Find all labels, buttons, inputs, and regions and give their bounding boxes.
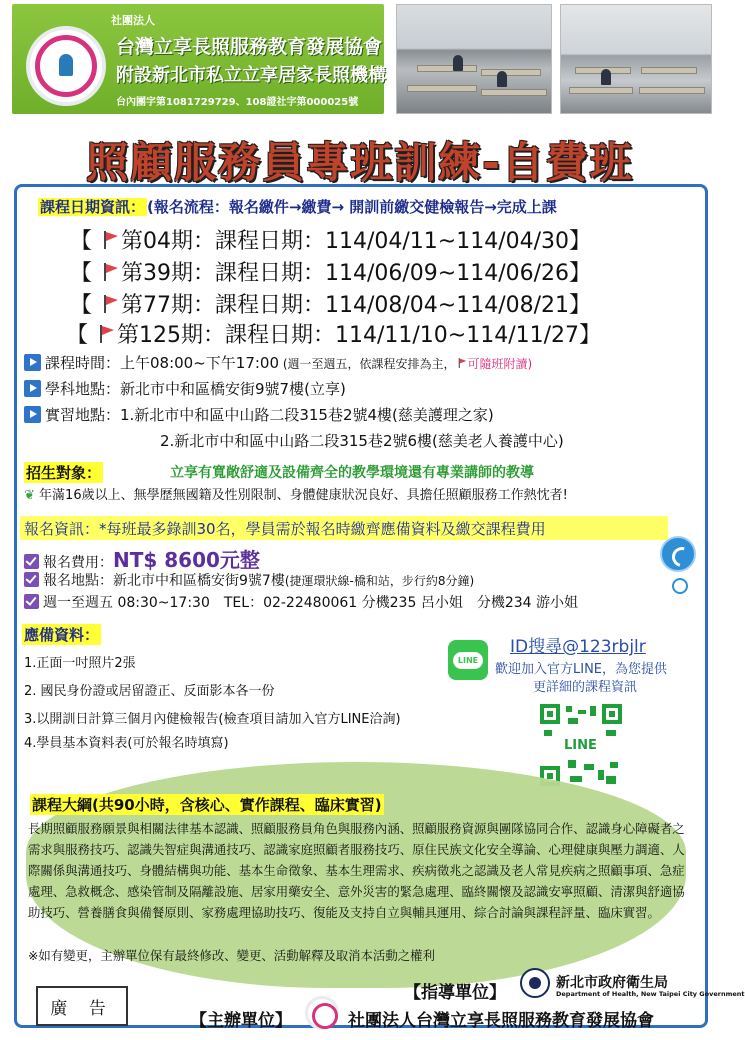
session-text: 【 第77期：課程日期：114/08/04~114/08/21】 xyxy=(70,293,592,318)
audit-note: 可隨班附讀) xyxy=(467,357,533,371)
checkbox-icon xyxy=(24,572,39,587)
org-subsidiary: 附設新北市私立立享居家長照機構 xyxy=(116,65,386,86)
red-flag-icon xyxy=(99,293,121,315)
red-flag-icon xyxy=(99,261,121,283)
government-emblem-icon xyxy=(520,968,550,998)
play-arrow-icon xyxy=(24,406,41,423)
enroll-slogan: 立享有寬敞舒適及設備齊全的教學環境還有專業講師的教導 xyxy=(170,465,534,481)
host-name: 社團法人台灣立享長照服務教育發展協會 xyxy=(348,1011,654,1031)
requirement-item: 1.正面一吋照片2張 xyxy=(24,656,136,671)
session-text: 【 第04期：課程日期：114/04/11~114/04/30】 xyxy=(70,229,592,254)
line-badge-text: LINE xyxy=(453,652,483,669)
practice-location-text-1: 實習地點：1.新北市中和區中山路二段315巷2號4樓(慈美護理之家) xyxy=(45,406,494,424)
registration-place xyxy=(24,570,474,590)
requirements-label: 應備資料： xyxy=(24,626,100,644)
registration-contact xyxy=(24,592,578,612)
fee-value: NT$ 8600元整 xyxy=(113,548,260,572)
play-arrow-icon xyxy=(24,380,41,397)
enroll-criteria-text: 年滿16歲以上、無學歷無國籍及性別限制、身體健康狀況良好、具擔任照顧服務工作熱忱者! xyxy=(39,488,568,503)
government-name: 新北市政府衛生局 xyxy=(556,975,668,991)
phone-ring-icon xyxy=(672,578,688,594)
org-registration: 台內團字第1081729729、108證社字第000025號 xyxy=(116,97,359,108)
organization-banner xyxy=(12,4,384,114)
host-logo-icon xyxy=(305,996,339,1030)
host-unit-label: 【主辦單位】 xyxy=(190,1011,292,1031)
outline-note: ※如有變更，主辦單位保有最終修改、變更、活動解釋及取消本活動之權利 xyxy=(28,948,435,963)
red-flag-icon xyxy=(95,323,117,345)
line-qr-code[interactable] xyxy=(540,704,622,786)
leaf-icon: ❦ xyxy=(24,488,35,503)
course-time-note: (週一至週五，依課程安排為主， xyxy=(279,357,456,371)
org-name: 台灣立享長照服務教育發展協會 xyxy=(116,36,383,58)
red-flag-icon xyxy=(99,229,121,251)
session-row xyxy=(70,256,591,287)
registration-fee xyxy=(24,544,260,573)
org-type: 社團法人 xyxy=(111,14,155,27)
class-location xyxy=(24,378,346,399)
government-english-name: Department of Health, New Taipei City Government xyxy=(556,990,745,998)
session-row xyxy=(70,224,591,255)
qr-line-label: LINE xyxy=(564,738,597,753)
tlsa-logo xyxy=(26,26,106,106)
outline-text: 長期照顧服務願景與相關法律基本認識、照顧服務員角色與服務內涵、照顧服務資源與團隊協同合作、認識身心障礙者之需求與服務技巧、認識失智症與溝通技巧、認識家庭照顧者服務技巧、原住民族文化安全導論、心理健康與壓力調適、人際關係與溝通技巧、身體結構與功能、基本生命徵象、基本生理需求、疾病徵兆之認識及老人常見疾病之照顧事項、急症處理、急救概念、感染管制及隔離設施、居家用藥安全、意外災害的緊急處理、臨終關懷及認識安寧照顧、清潔與舒適協助技巧、營養膳食與備餐原則、家務處理協助技巧、復能及支持自立與輔具運用、綜合討論與課程評量、臨床實習。 xyxy=(28,821,685,920)
class-location-text: 學科地點：新北市中和區橋安街9號7樓(立享) xyxy=(45,380,346,398)
practice-location-text-2: 2.新北市中和區中山路二段315巷2號6樓(慈美老人養護中心) xyxy=(160,432,564,450)
session-row xyxy=(70,288,591,319)
checkbox-icon xyxy=(24,554,39,569)
play-arrow-icon xyxy=(24,354,41,371)
course-time xyxy=(24,352,532,373)
guide-unit-label: 【指導單位】 xyxy=(404,983,506,1003)
session-text: 【 第39期：課程日期：114/06/09~114/06/26】 xyxy=(70,261,592,286)
logo-person-icon xyxy=(35,35,97,97)
enroll-criteria xyxy=(24,484,568,503)
outline-title: 課程大綱(共90小時，含核心、實作課程、臨床實習) xyxy=(32,796,382,814)
line-icon[interactable] xyxy=(448,640,488,680)
enroll-label: 招生對象： xyxy=(26,464,102,482)
registration-bar-text: 報名資訊：*每班最多錄訓30名，學員需於報名時繳齊應備資料及繳交課程費用 xyxy=(24,520,546,538)
line-id-link[interactable]: ID搜尋@123rbjlr xyxy=(510,637,646,657)
fee-label: 報名費用： xyxy=(43,555,113,571)
ad-label: 廣 告 xyxy=(36,986,128,1026)
requirement-item: 4.學員基本資料表(可於報名時填寫) xyxy=(24,736,229,751)
requirement-item: 2. 國民身份證或居留證正、反面影本各一份 xyxy=(24,684,275,699)
session-text: 【 第125期：課程日期：114/11/10~114/11/27】 xyxy=(66,323,602,348)
flag-icon xyxy=(456,354,468,372)
registration-flow: (報名流程：報名繳件→繳費→ 開訓前繳交健檢報告→完成上課 xyxy=(147,198,557,216)
practice-location xyxy=(24,404,494,425)
schedule-label: 課程日期資訊： xyxy=(40,198,146,216)
classroom-photo-1 xyxy=(396,4,552,114)
page-title: 照顧服務員專班訓練-自費班 xyxy=(86,138,634,187)
place-text: 報名地點：新北市中和區橋安街9號7樓 xyxy=(43,573,285,589)
classroom-photo-2 xyxy=(560,4,712,114)
course-time-text: 課程時間：上午08:00~下午17:00 xyxy=(45,354,280,372)
requirement-item: 3.以開訓日計算三個月內健檢報告(檢查項目請加入官方LINE洽詢) xyxy=(24,712,401,727)
line-description: 歡迎加入官方LINE，為您提供 xyxy=(495,662,668,677)
checkbox-icon xyxy=(24,594,39,609)
place-note: (捷運環狀線-橋和站，步行約8分鐘) xyxy=(284,574,475,588)
line-description: 更詳細的課程資訊 xyxy=(533,680,638,695)
phone-icon xyxy=(660,536,696,572)
contact-text: 週一至週五 08:30~17:30 TEL：02-22480061 分機235 呂小姐 分機234 游小姐 xyxy=(43,595,578,611)
session-row xyxy=(66,318,601,349)
schedule-header xyxy=(38,196,557,217)
